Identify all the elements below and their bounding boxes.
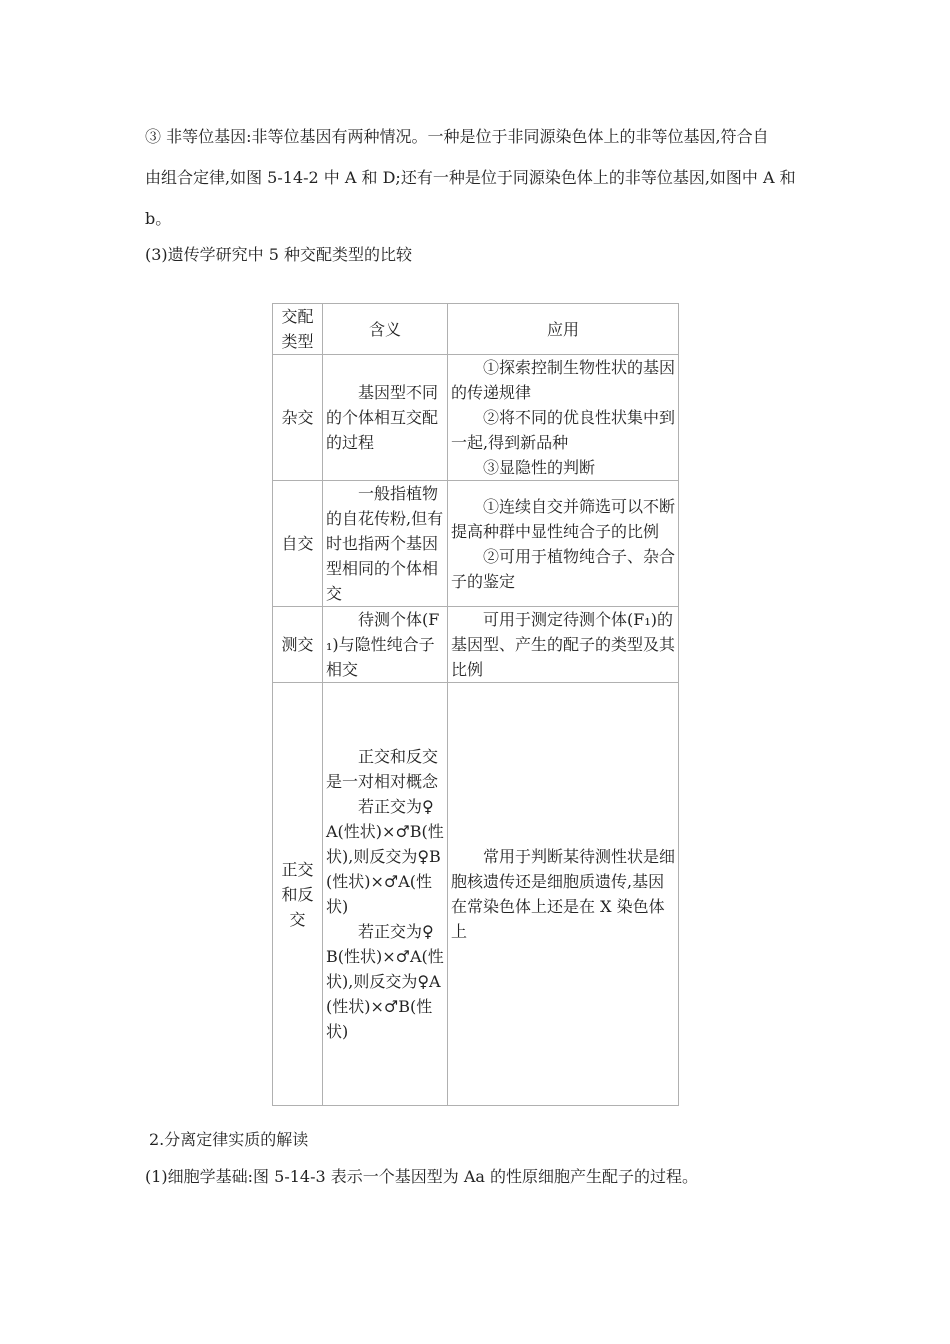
table-header-row [273,304,679,355]
section-text: (1)细胞学基础:图 5-14-3 表示一个基因型为 Aa 的性原细胞产生配子的过程。 [145,1167,699,1186]
application-text: ①连续自交并筛选可以不断提高种群中显性纯合子的比例 [451,496,676,541]
paragraph-line-1: ③ 非等位基因:非等位基因有两种情况。一种是位于非同源染色体上的非等位基因,符合自 [145,127,769,146]
meaning-text: 一般指植物的自花传粉,但有时也指两个基因型相同的个体相交 [326,484,444,603]
application-text: ①探索控制生物性状的基因的传递规律 [451,358,676,402]
header-meaning: 含义 [323,304,448,355]
application-text: ②将不同的优良性状集中到一起,得到新品种 [451,408,676,452]
meaning-text: 若正交为♀A(性状)×♂B(性状),则反交为♀B(性状)×♂A(性状) [326,797,444,916]
table-row [273,683,679,1106]
row-application [448,607,679,683]
table-row [273,355,679,481]
application-text: ③显隐性的判断 [483,458,596,477]
row-application [448,355,679,481]
meaning-text: 基因型不同的个体相互交配的过程 [326,383,439,452]
meaning-text: 待测个体(F₁)与隐性纯合子相交 [326,610,440,679]
row-type: 杂交 [273,355,323,481]
paragraph-line-2: 由组合定律,如图 5-14-2 中 A 和 D;还有一种是位于同源染色体上的非等位基因,如图中 A 和 [145,168,796,187]
row-meaning [323,607,448,683]
header-type: 交配类型 [273,304,323,355]
section-title: 2.分离定律实质的解读 [149,1130,309,1149]
mating-types-table [272,303,679,1106]
table-row [273,607,679,683]
row-type: 测交 [273,607,323,683]
row-meaning [323,683,448,1106]
application-text: 可用于测定待测个体(F₁)的基因型、产生的配子的类型及其比例 [451,610,676,679]
meaning-text: 正交和反交是一对相对概念 [326,747,439,791]
application-text: ②可用于植物纯合子、杂合子的鉴定 [451,546,676,591]
meaning-text: 若正交为♀B(性状)×♂A(性状),则反交为♀A(性状)×♂B(性状) [326,922,444,1041]
row-type: 自交 [273,481,323,607]
row-meaning [323,481,448,607]
header-application: 应用 [448,304,679,355]
row-application [448,481,679,607]
row-application [448,683,679,1106]
application-text: 常用于判断某待测性状是细胞核遗传还是细胞质遗传,基因在常染色体上还是在 X 染色体上 [451,847,676,941]
row-meaning [323,355,448,481]
table-row [273,481,679,607]
paragraph-line-3: b。 [145,209,172,228]
subsection-heading: (3)遗传学研究中 5 种交配类型的比较 [145,245,413,264]
row-type: 正交和反交 [273,683,323,1106]
